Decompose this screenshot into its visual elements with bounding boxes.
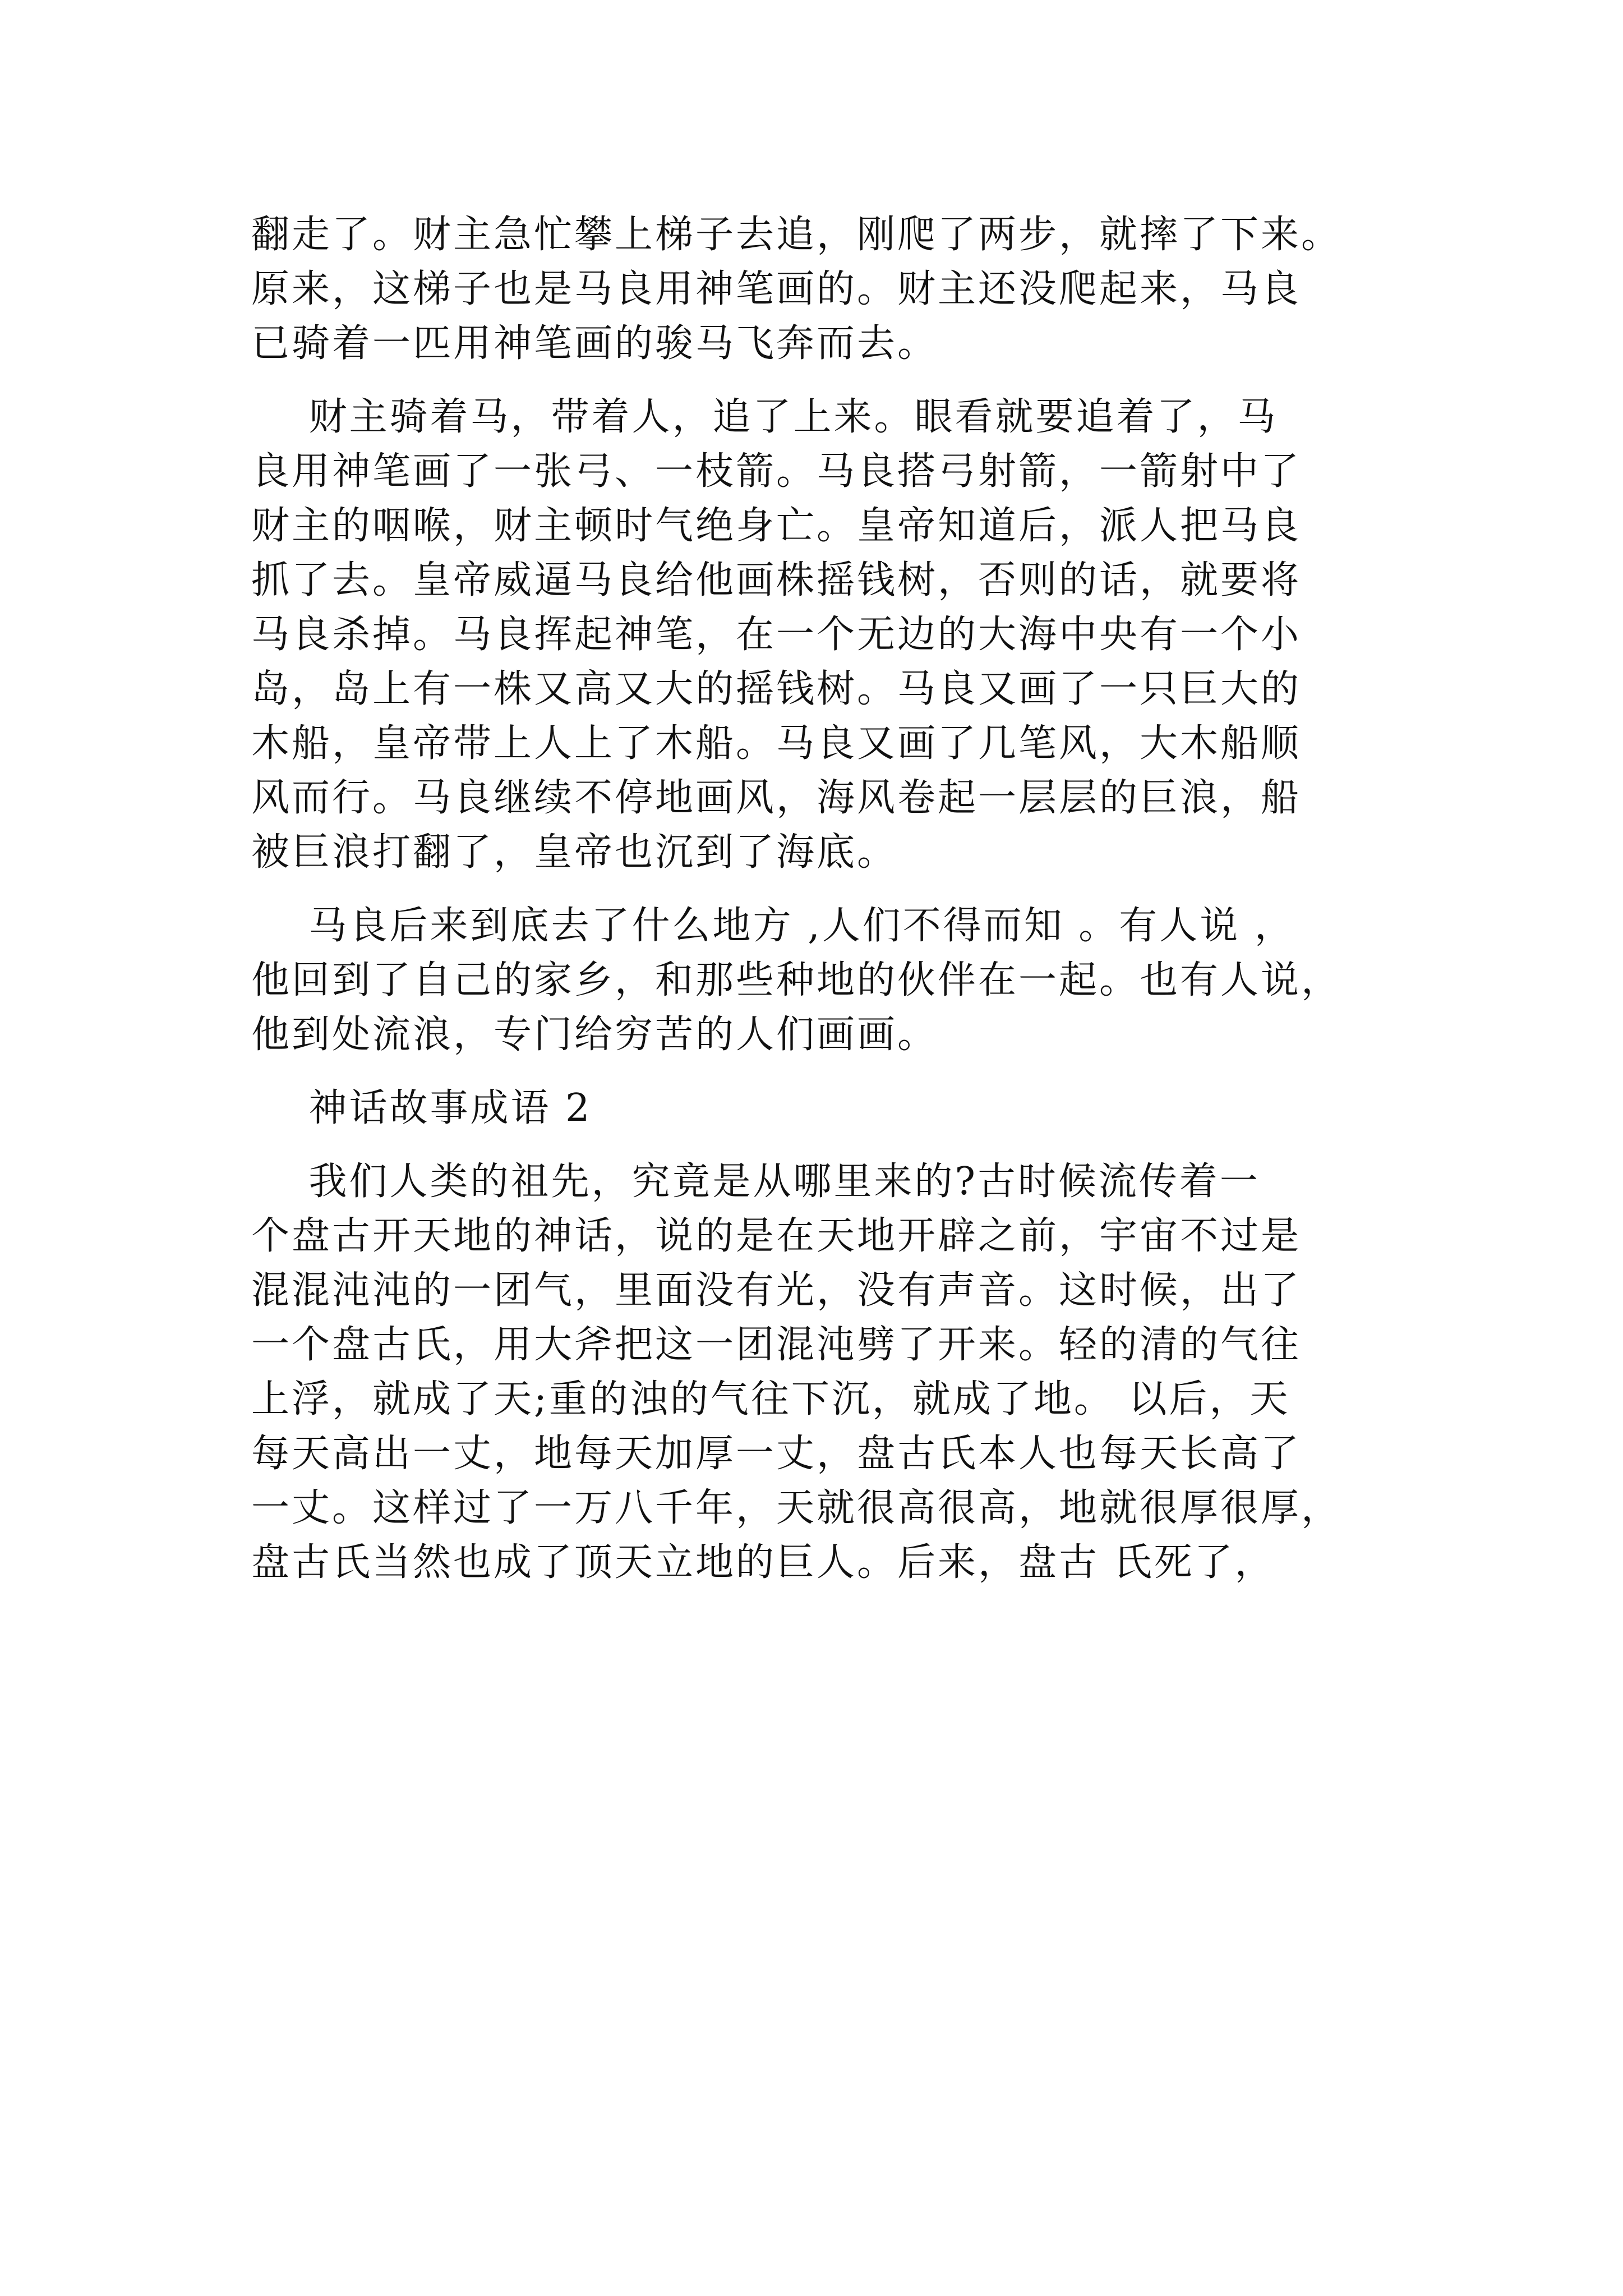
paragraph-2 bbox=[251, 390, 1390, 880]
text-line: 岛，岛上有一株又高又大的摇钱树。马良又画了一只巨大的 bbox=[251, 667, 1302, 711]
paragraph-spacer bbox=[251, 371, 1390, 390]
text-line: 我们人类的祖先，究竟是从哪里来的?古时候流传着一 bbox=[251, 1159, 1260, 1204]
text-line: 财主骑着马，带着人，追了上来。眼看就要追着了，马 bbox=[251, 395, 1278, 439]
paragraph-1 bbox=[251, 208, 1390, 371]
paragraph-spacer bbox=[251, 880, 1390, 899]
text-line: 混混沌沌的一团气，里面没有光，没有声音。这时候，出了 bbox=[251, 1268, 1302, 1313]
text-line: 上浮，就成了天;重的浊的气往下沉，就成了地。 以后，天 bbox=[251, 1377, 1290, 1421]
text-line: 每天高出一丈，地每天加厚一丈，盘古氏本人也每天长高了 bbox=[251, 1432, 1302, 1476]
text-line: 马良后来到底去了什么地方 ,人们不得而知 。有人说 ， bbox=[251, 904, 1295, 948]
paragraph-spacer bbox=[251, 1062, 1390, 1081]
text-line: 一丈。这样过了一万八千年，天就很高很高，地就很厚很厚， bbox=[251, 1486, 1342, 1530]
paragraph-3 bbox=[251, 899, 1390, 1062]
text-line: 风而行。马良继续不停地画风，海风卷起一层层的巨浪，船 bbox=[251, 776, 1302, 820]
text-line: 个盘古开天地的神话，说的是在天地开辟之前，宇宙不过是 bbox=[251, 1214, 1302, 1258]
text-line: 已骑着一匹用神笔画的骏马飞奔而去。 bbox=[251, 321, 938, 366]
text-line: 木船，皇帝带上人上了木船。马良又画了几笔风，大木船顺 bbox=[251, 721, 1302, 766]
text-line: 马良杀掉。马良挥起神笔，在一个无边的大海中央有一个小 bbox=[251, 613, 1302, 657]
text-line: 一个盘古氏，用大斧把这一团混沌劈了开来。轻的清的气往 bbox=[251, 1323, 1302, 1367]
text-line: 抓了去。皇帝威逼马良给他画株摇钱树，否则的话，就要将 bbox=[251, 558, 1302, 602]
text-line: 他到处流浪，专门给穷苦的人们画画。 bbox=[251, 1013, 938, 1057]
paragraph-4 bbox=[251, 1154, 1390, 1590]
text-line: 良用神笔画了一张弓、一枝箭。马良搭弓射箭，一箭射中了 bbox=[251, 449, 1302, 494]
text-line: 被巨浪打翻了，皇帝也沉到了海底。 bbox=[251, 830, 898, 875]
text-line: 盘古氏当然也成了顶天立地的巨人。后来，盘古 氏死了， bbox=[251, 1540, 1275, 1585]
text-line: 财主的咽喉，财主顿时气绝身亡。皇帝知道后，派人把马良 bbox=[251, 504, 1302, 548]
paragraph-spacer bbox=[251, 1135, 1390, 1154]
document-body bbox=[251, 208, 1390, 1590]
text-line: 原来，这梯子也是马良用神笔画的。财主还没爬起来，马良 bbox=[251, 267, 1302, 311]
text-line: 他回到了自己的家乡，和那些种地的伙伴在一起。也有人说， bbox=[251, 958, 1342, 1002]
section-heading: 神话故事成语 2 bbox=[251, 1086, 592, 1130]
text-line: 翻走了。财主急忙攀上梯子去追，刚爬了两步，就摔了下来。 bbox=[251, 213, 1342, 257]
